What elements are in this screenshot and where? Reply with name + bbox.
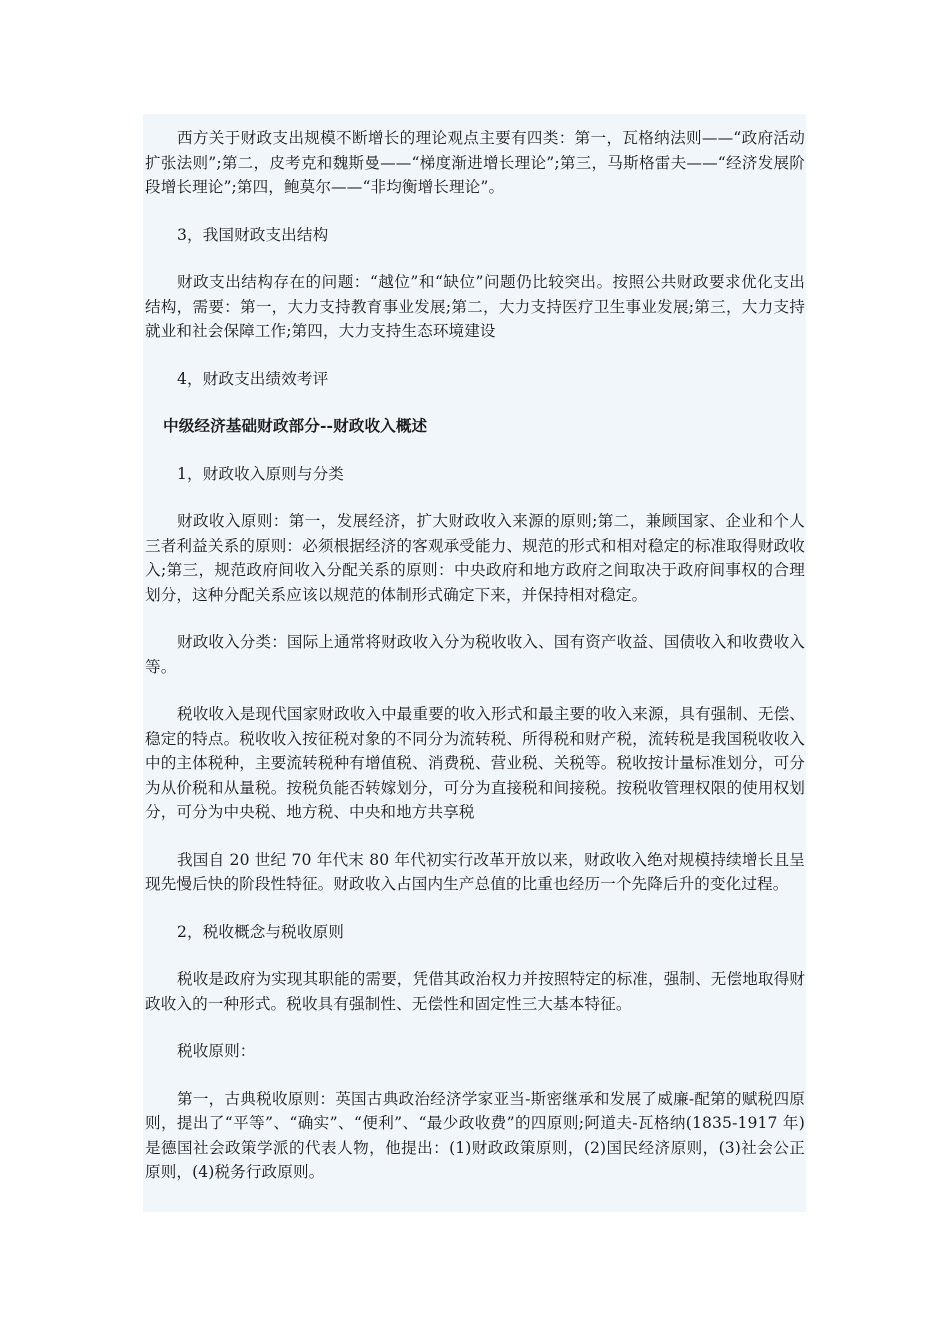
paragraph-classical-tax-principles: 第一，古典税收原则：英国古典政治经济学家亚当-斯密继承和发展了威廉-配第的赋税四原则，提出了“平等”、“确实”、“便利”、“最少政收费”的四原则;阿道夫-瓦格纳(1835-1917 年)是德国社会政策学派的代表人物，他提出：(1)财政政策原则，(2)国民经济原则，(3)社会公正原则，(4)税务行政原则。 — [145, 1089, 805, 1181]
heading-revenue-principles: 1，财政收入原则与分类 — [177, 464, 344, 483]
heading-tax-concept: 2，税收概念与税收原则 — [177, 922, 344, 941]
section-title-revenue-overview: 中级经济基础财政部分--财政收入概述 — [163, 416, 428, 435]
document-body — [145, 126, 805, 1208]
paragraph-tax-definition: 税收是政府为实现其职能的需要，凭借其政治权力并按照特定的标准，强制、无偿地取得财政收入的一种形式。税收具有强制性、无偿性和固定性三大基本特征。 — [145, 970, 805, 1013]
paragraph-tax-revenue: 税收收入是现代国家财政收入中最重要的收入形式和最主要的收入来源，具有强制、无偿、稳定的特点。税收收入按征税对象的不同分为流转税、所得税和财产税，流转税是我国税收收入中的主体税种，主要流转税种有增值税、消费税、营业税、关税等。税收按计量标准划分，可分为从价税和从量税。按税负能否转嫁划分，可分为直接税和间接税。按税收管理权限的使用权划分，可分为中央税、地方税、中央和地方共享税 — [145, 705, 805, 821]
paragraph-spending-structure-issues: 财政支出结构存在的问题：“越位”和“缺位”问题仍比较突出。按照公共财政要求优化支出结构，需要：第一，大力支持教育事业发展;第二，大力支持医疗卫生事业发展;第三，大力支持就业和社会保障工作;第四，大力支持生态环境建设 — [145, 273, 805, 340]
paragraph-revenue-principles: 财政收入原则：第一，发展经济，扩大财政收入来源的原则;第二，兼顾国家、企业和个人三者利益关系的原则：必须根据经济的客观承受能力、规范的形式和相对稳定的标准取得财政收入;第三，规范政府间收入分配关系的原则：中央政府和地方政府之间取决于政府间事权的合理划分，这种分配关系应该以规范的体制形式确定下来，并保持相对稳定。 — [145, 512, 805, 604]
paragraph-revenue-classification: 财政收入分类：国际上通常将财政收入分为税收收入、国有资产收益、国债收入和收费收入等。 — [145, 633, 805, 676]
heading-spending-structure: 3，我国财政支出结构 — [177, 225, 329, 244]
heading-tax-principles: 税收原则： — [177, 1042, 256, 1060]
heading-spending-performance: 4，财政支出绩效考评 — [177, 369, 329, 388]
paragraph-spending-growth-theories: 西方关于财政支出规模不断增长的理论观点主要有四类：第一，瓦格纳法则——“政府活动扩张法则”;第二，皮考克和魏斯曼——“梯度渐进增长理论”;第三，马斯格雷夫——“经济发展阶段增长理论”;第四，鲍莫尔——“非均衡增长理论”。 — [145, 129, 805, 196]
paragraph-revenue-trend: 我国自 20 世纪 70 年代末 80 年代初实行改革开放以来，财政收入绝对规模持续增长且呈现先慢后快的阶段性特征。财政收入占国内生产总值的比重也经历一个先降后升的变化过程。 — [145, 850, 805, 893]
